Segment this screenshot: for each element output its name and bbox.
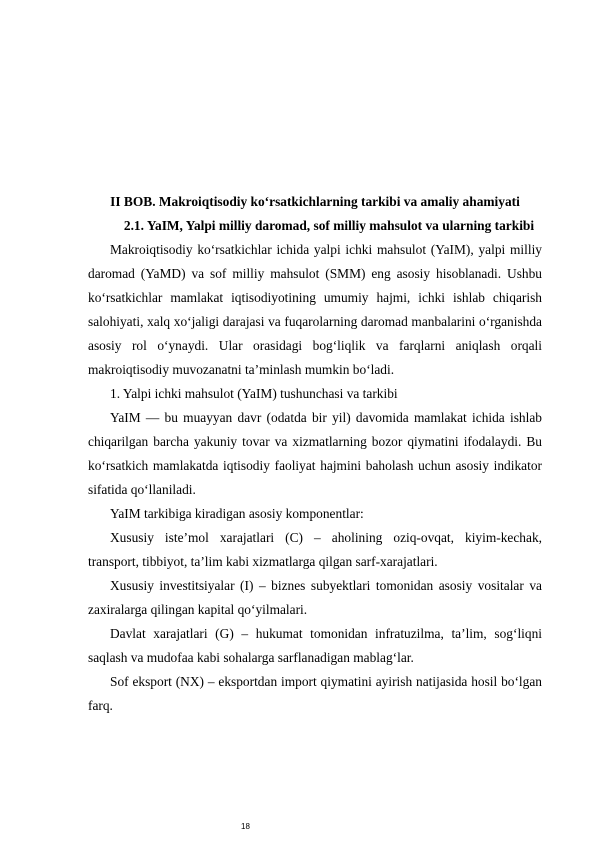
paragraph-investment: Xususiy investitsiyalar (I) – biznes subyektlari tomonidan asosiy vositalar va zaxiralarga qilingan kapital qo‘yilmalari. — [88, 578, 542, 617]
section-title: 2.1. YaIM, Yalpi milliy daromad, sof milliy mahsulot va ularning tarkibi — [123, 218, 535, 233]
paragraph-consumption: Xususiy iste’mol xarajatlari (C) – aholining oziq-ovqat, kiyim-kechak, transport, tibbiyot, ta’lim kabi xizmatlarga qilgan sarf-xarajatlari. — [88, 530, 542, 569]
paragraph-subheading-gdp: 1. Yalpi ichki mahsulot (YaIM) tushunchasi va tarkibi — [110, 386, 398, 401]
paragraph-components-intro: YaIM tarkibiga kiradigan asosiy komponentlar: — [110, 506, 364, 521]
paragraph-gdp-definition: YaIM — bu muayyan davr (odatda bir yil) davomida mamlakat ichida ishlab chiqarilgan barcha yakuniy tovar va xizmatlarning bozor qiymatini ifodalaydi. Bu ko‘rsatkich mamlakatda iqtisodiy faoliyat hajmini baholash uchun asosiy indikator sifatida qo‘llaniladi. — [88, 410, 542, 497]
chapter-title: II BOB. Makroiqtisodiy ko‘rsatkichlarning tarkibi va amaliy ahamiyati — [110, 194, 520, 209]
paragraph-intro: Makroiqtisodiy ko‘rsatkichlar ichida yalpi ichki mahsulot (YaIM), yalpi milliy daromad (YaMD) va sof milliy mahsulot (SMM) eng asosiy hisoblanadi. Ushbu ko‘rsatkichlar mamlakat iqtisodiyotining umumiy hajmi, ichki ishlab chiqarish salohiyati, xalq xo‘jaligi darajasi va fuqarolarning daromad manbalarini o‘rganishda asosiy rol o‘ynaydi. Ular orasidagi bog‘liqlik va farqlarni aniqlash orqali makroiqtisodiy muvozanatni ta’minlash mumkin bo‘ladi. — [88, 242, 542, 377]
document-page — [88, 190, 542, 718]
paragraph-net-exports: Sof eksport (NX) – eksportdan import qiymatini ayirish natijasida hosil bo‘lgan farq. — [88, 674, 542, 713]
paragraph-government: Davlat xarajatlari (G) – hukumat tomonidan infratuzilma, ta’lim, sog‘liqni saqlash va mudofaa kabi sohalarga sarflanadigan mablag‘lar. — [88, 626, 542, 665]
page-number: 18 — [241, 822, 250, 831]
